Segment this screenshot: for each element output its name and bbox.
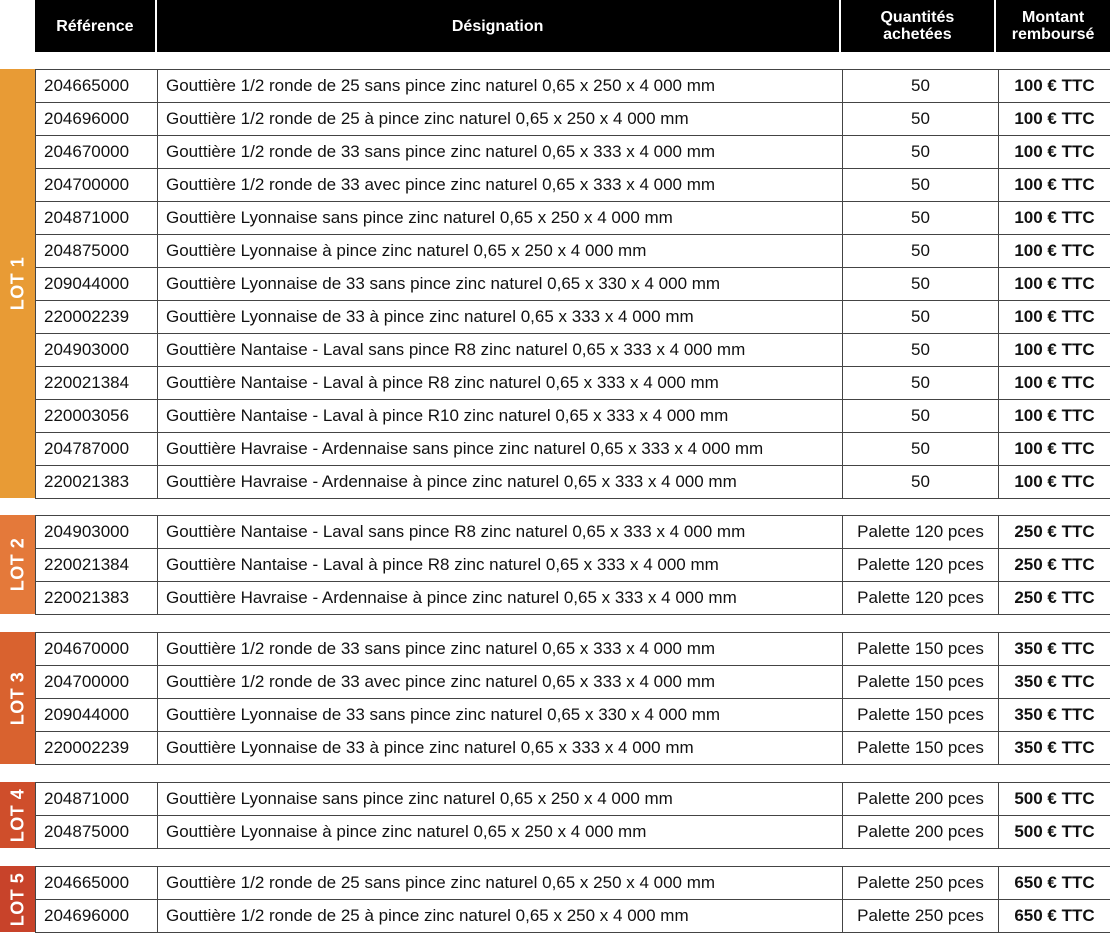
table-row — [36, 103, 1110, 136]
table-row — [36, 433, 1110, 466]
designation-cell: Gouttière Havraise - Ardennaise à pince zinc naturel 0,65 x 333 x 4 000 mm — [158, 466, 843, 499]
amount-cell: 350 € TTC — [999, 633, 1110, 666]
table-row — [36, 202, 1110, 235]
table-row — [36, 900, 1110, 933]
header-designation: Désignation — [157, 0, 839, 52]
lot-section — [0, 69, 1110, 498]
reference-cell: 204670000 — [36, 633, 158, 666]
amount-cell: 350 € TTC — [999, 699, 1110, 732]
quantity-cell: Palette 120 pces — [843, 549, 999, 582]
lot-table — [35, 515, 1110, 615]
quantity-cell: 50 — [843, 136, 999, 169]
reference-cell: 204670000 — [36, 136, 158, 169]
amount-cell: 250 € TTC — [999, 516, 1110, 549]
table-row — [36, 783, 1110, 816]
quantity-cell: 50 — [843, 400, 999, 433]
designation-cell: Gouttière Lyonnaise sans pince zinc naturel 0,65 x 250 x 4 000 mm — [158, 783, 843, 816]
header-quantity-line2: achetées — [883, 26, 952, 43]
designation-cell: Gouttière 1/2 ronde de 33 sans pince zinc naturel 0,65 x 333 x 4 000 mm — [158, 633, 843, 666]
amount-cell: 100 € TTC — [999, 202, 1110, 235]
reference-cell: 204903000 — [36, 334, 158, 367]
table-header — [35, 0, 1110, 52]
reference-cell: 204700000 — [36, 666, 158, 699]
quantity-cell: Palette 150 pces — [843, 633, 999, 666]
amount-cell: 350 € TTC — [999, 666, 1110, 699]
quantity-cell: 50 — [843, 466, 999, 499]
quantity-cell: Palette 120 pces — [843, 582, 999, 615]
lot-label — [0, 866, 35, 932]
lot-section — [0, 782, 1110, 848]
table-row — [36, 582, 1110, 615]
reference-cell: 220003056 — [36, 400, 158, 433]
amount-cell: 500 € TTC — [999, 783, 1110, 816]
designation-cell: Gouttière Nantaise - Laval sans pince R8 zinc naturel 0,65 x 333 x 4 000 mm — [158, 516, 843, 549]
lot-label — [0, 515, 35, 614]
table-row — [36, 666, 1110, 699]
designation-cell: Gouttière Lyonnaise de 33 sans pince zinc naturel 0,65 x 330 x 4 000 mm — [158, 699, 843, 732]
table-row — [36, 136, 1110, 169]
designation-cell: Gouttière Havraise - Ardennaise à pince zinc naturel 0,65 x 333 x 4 000 mm — [158, 582, 843, 615]
amount-cell: 100 € TTC — [999, 367, 1110, 400]
lot-table — [35, 782, 1110, 849]
lot-label-text: LOT 4 — [7, 788, 28, 842]
lot-table — [35, 632, 1110, 765]
designation-cell: Gouttière Lyonnaise de 33 sans pince zinc naturel 0,65 x 330 x 4 000 mm — [158, 268, 843, 301]
designation-cell: Gouttière Lyonnaise de 33 à pince zinc naturel 0,65 x 333 x 4 000 mm — [158, 301, 843, 334]
table-row — [36, 235, 1110, 268]
table-row — [36, 816, 1110, 849]
reference-cell: 220021383 — [36, 582, 158, 615]
lot-section — [0, 515, 1110, 614]
amount-cell: 100 € TTC — [999, 334, 1110, 367]
designation-cell: Gouttière 1/2 ronde de 33 sans pince zinc naturel 0,65 x 333 x 4 000 mm — [158, 136, 843, 169]
quantity-cell: Palette 150 pces — [843, 666, 999, 699]
table-row — [36, 367, 1110, 400]
lot-table — [35, 69, 1110, 499]
designation-cell: Gouttière Lyonnaise sans pince zinc naturel 0,65 x 250 x 4 000 mm — [158, 202, 843, 235]
table-row — [36, 516, 1110, 549]
reference-cell: 220021383 — [36, 466, 158, 499]
amount-cell: 100 € TTC — [999, 268, 1110, 301]
lot-label — [0, 69, 35, 498]
reference-cell: 204665000 — [36, 70, 158, 103]
quantity-cell: Palette 200 pces — [843, 783, 999, 816]
amount-cell: 350 € TTC — [999, 732, 1110, 765]
reference-cell: 204875000 — [36, 235, 158, 268]
lot-label-text: LOT 3 — [7, 671, 28, 725]
designation-cell: Gouttière 1/2 ronde de 25 à pince zinc naturel 0,65 x 250 x 4 000 mm — [158, 900, 843, 933]
designation-cell: Gouttière 1/2 ronde de 33 avec pince zinc naturel 0,65 x 333 x 4 000 mm — [158, 666, 843, 699]
lot-section — [0, 866, 1110, 932]
lot-label-text: LOT 5 — [7, 872, 28, 926]
amount-cell: 650 € TTC — [999, 900, 1110, 933]
quantity-cell: Palette 200 pces — [843, 816, 999, 849]
amount-cell: 650 € TTC — [999, 867, 1110, 900]
header-amount-line1: Montant — [1022, 9, 1085, 26]
table-row — [36, 466, 1110, 499]
quantity-cell: 50 — [843, 367, 999, 400]
header-reference: Référence — [35, 0, 155, 52]
quantity-cell: 50 — [843, 235, 999, 268]
designation-cell: Gouttière Nantaise - Laval à pince R10 zinc naturel 0,65 x 333 x 4 000 mm — [158, 400, 843, 433]
table-row — [36, 867, 1110, 900]
amount-cell: 100 € TTC — [999, 103, 1110, 136]
quantity-cell: 50 — [843, 202, 999, 235]
reference-cell: 204696000 — [36, 103, 158, 136]
amount-cell: 100 € TTC — [999, 136, 1110, 169]
quantity-cell: 50 — [843, 268, 999, 301]
reference-cell: 204700000 — [36, 169, 158, 202]
header-amount — [996, 0, 1110, 52]
lot-label — [0, 632, 35, 764]
reference-cell: 220002239 — [36, 301, 158, 334]
lot-table — [35, 866, 1110, 933]
header-quantity — [841, 0, 995, 52]
designation-cell: Gouttière 1/2 ronde de 25 sans pince zinc naturel 0,65 x 250 x 4 000 mm — [158, 867, 843, 900]
reference-cell: 209044000 — [36, 699, 158, 732]
quantity-cell: 50 — [843, 70, 999, 103]
header-quantity-line1: Quantités — [880, 9, 955, 26]
table-row — [36, 169, 1110, 202]
reference-cell: 204871000 — [36, 783, 158, 816]
designation-cell: Gouttière 1/2 ronde de 25 sans pince zinc naturel 0,65 x 250 x 4 000 mm — [158, 70, 843, 103]
reference-cell: 204903000 — [36, 516, 158, 549]
lot-label-text: LOT 2 — [7, 537, 28, 592]
table-row — [36, 268, 1110, 301]
designation-cell: Gouttière Havraise - Ardennaise sans pince zinc naturel 0,65 x 333 x 4 000 mm — [158, 433, 843, 466]
designation-cell: Gouttière Nantaise - Laval à pince R8 zinc naturel 0,65 x 333 x 4 000 mm — [158, 367, 843, 400]
quantity-cell: Palette 250 pces — [843, 867, 999, 900]
amount-cell: 500 € TTC — [999, 816, 1110, 849]
lot-label — [0, 782, 35, 848]
amount-cell: 250 € TTC — [999, 549, 1110, 582]
reference-cell: 204875000 — [36, 816, 158, 849]
quantity-cell: 50 — [843, 334, 999, 367]
reference-cell: 204696000 — [36, 900, 158, 933]
reference-cell: 209044000 — [36, 268, 158, 301]
quantity-cell: Palette 150 pces — [843, 699, 999, 732]
reference-cell: 204787000 — [36, 433, 158, 466]
amount-cell: 250 € TTC — [999, 582, 1110, 615]
amount-cell: 100 € TTC — [999, 235, 1110, 268]
table-row — [36, 400, 1110, 433]
header-amount-line2: remboursé — [1011, 26, 1095, 43]
amount-cell: 100 € TTC — [999, 466, 1110, 499]
quantity-cell: 50 — [843, 103, 999, 136]
lot-label-text: LOT 1 — [7, 256, 28, 311]
table-row — [36, 70, 1110, 103]
reference-cell: 220021384 — [36, 549, 158, 582]
quantity-cell: Palette 120 pces — [843, 516, 999, 549]
table-row — [36, 549, 1110, 582]
amount-cell: 100 € TTC — [999, 169, 1110, 202]
reference-cell: 204665000 — [36, 867, 158, 900]
quantity-cell: 50 — [843, 301, 999, 334]
amount-cell: 100 € TTC — [999, 400, 1110, 433]
table-row — [36, 699, 1110, 732]
designation-cell: Gouttière Lyonnaise à pince zinc naturel 0,65 x 250 x 4 000 mm — [158, 235, 843, 268]
designation-cell: Gouttière Nantaise - Laval sans pince R8 zinc naturel 0,65 x 333 x 4 000 mm — [158, 334, 843, 367]
reference-cell: 204871000 — [36, 202, 158, 235]
designation-cell: Gouttière 1/2 ronde de 33 avec pince zinc naturel 0,65 x 333 x 4 000 mm — [158, 169, 843, 202]
quantity-cell: 50 — [843, 433, 999, 466]
table-row — [36, 633, 1110, 666]
designation-cell: Gouttière 1/2 ronde de 25 à pince zinc naturel 0,65 x 250 x 4 000 mm — [158, 103, 843, 136]
quantity-cell: Palette 150 pces — [843, 732, 999, 765]
designation-cell: Gouttière Lyonnaise de 33 à pince zinc naturel 0,65 x 333 x 4 000 mm — [158, 732, 843, 765]
amount-cell: 100 € TTC — [999, 70, 1110, 103]
table-row — [36, 732, 1110, 765]
amount-cell: 100 € TTC — [999, 433, 1110, 466]
table-row — [36, 301, 1110, 334]
amount-cell: 100 € TTC — [999, 301, 1110, 334]
designation-cell: Gouttière Lyonnaise à pince zinc naturel 0,65 x 250 x 4 000 mm — [158, 816, 843, 849]
quantity-cell: 50 — [843, 169, 999, 202]
reference-cell: 220021384 — [36, 367, 158, 400]
table-row — [36, 334, 1110, 367]
designation-cell: Gouttière Nantaise - Laval à pince R8 zinc naturel 0,65 x 333 x 4 000 mm — [158, 549, 843, 582]
lot-section — [0, 632, 1110, 764]
reference-cell: 220002239 — [36, 732, 158, 765]
quantity-cell: Palette 250 pces — [843, 900, 999, 933]
